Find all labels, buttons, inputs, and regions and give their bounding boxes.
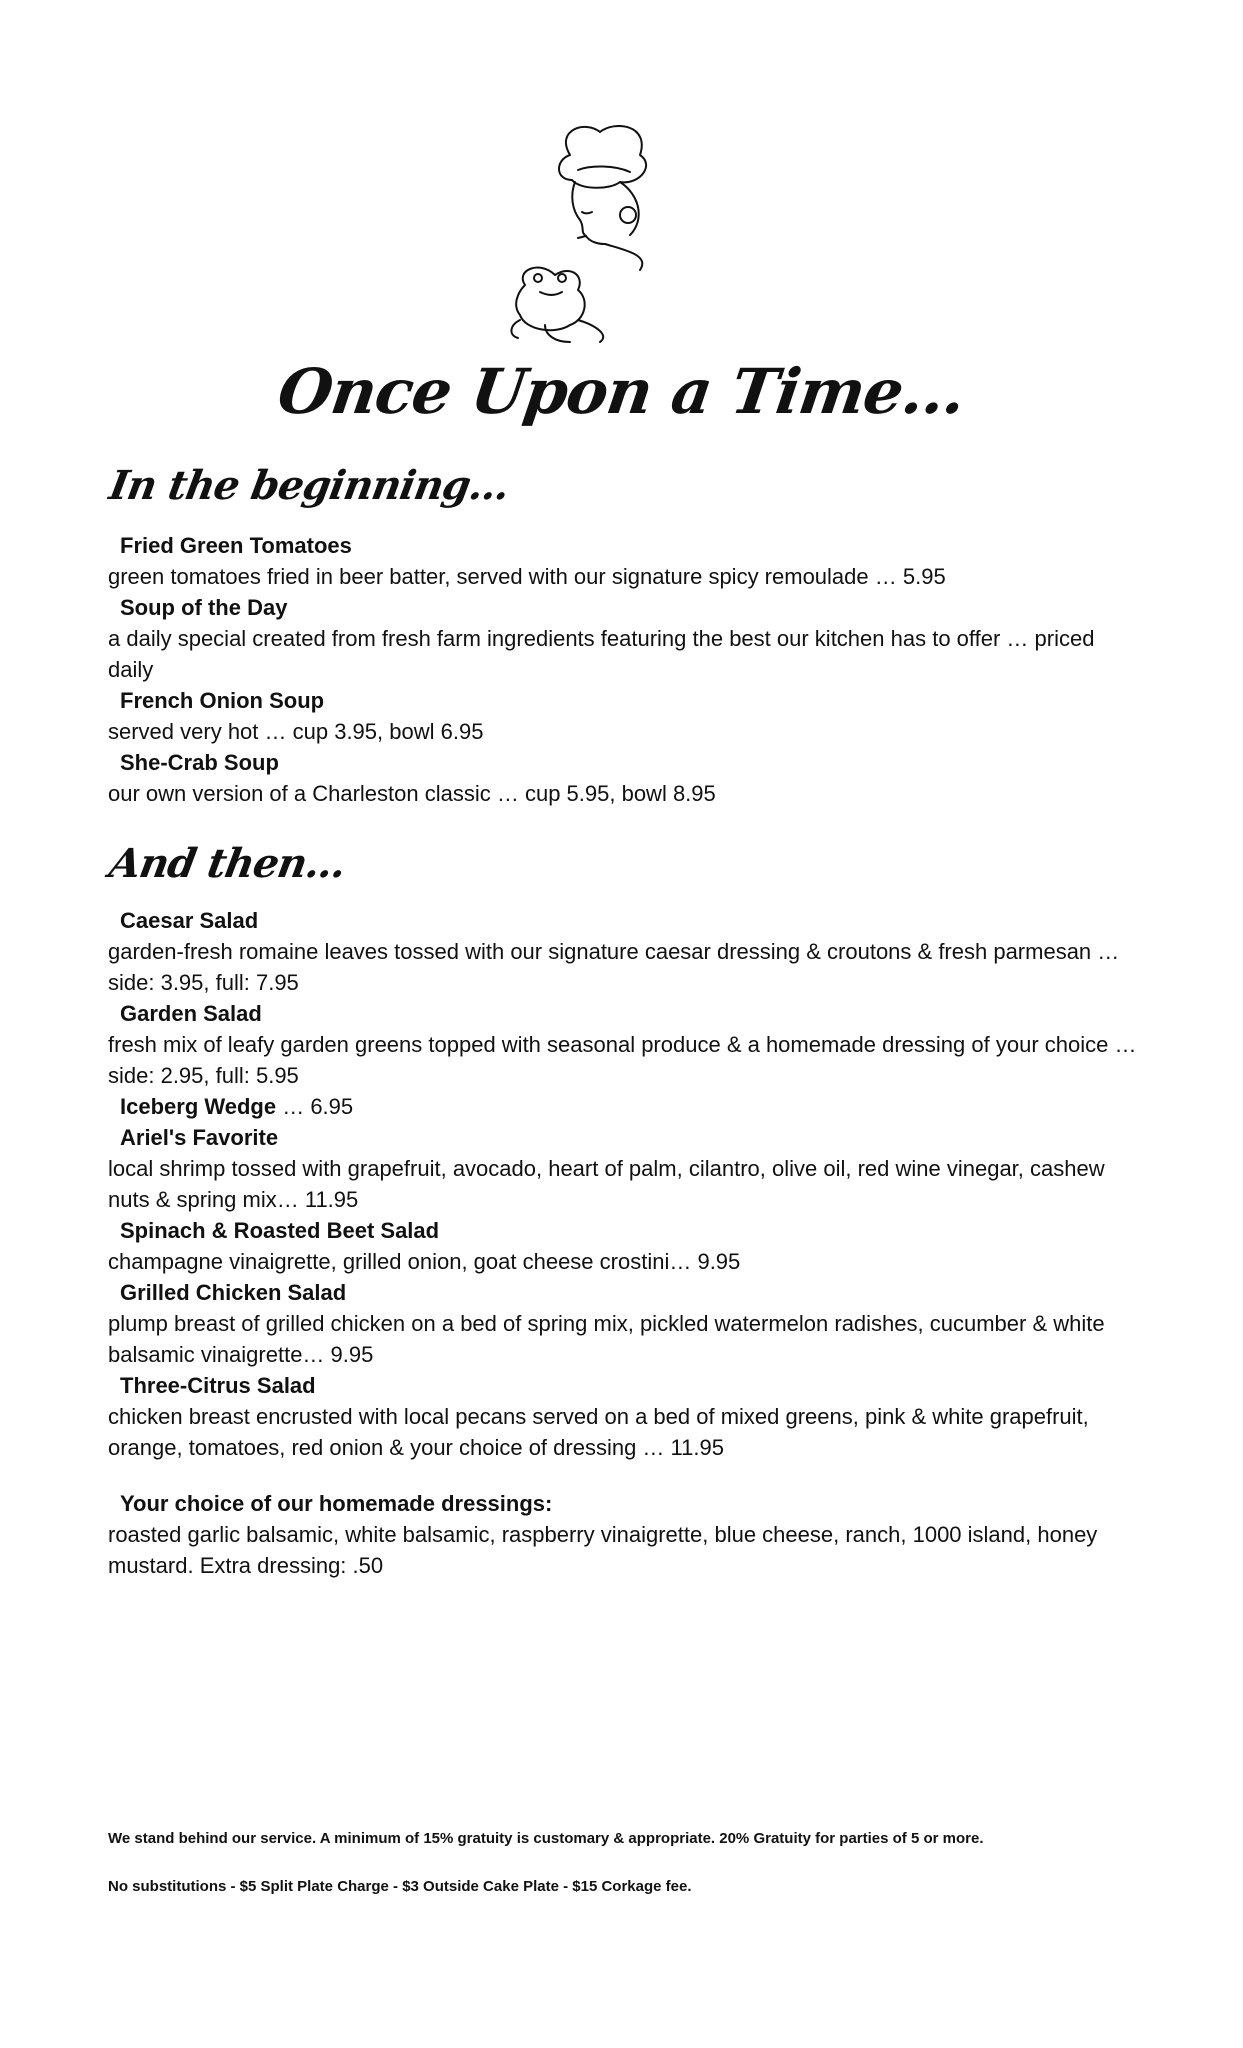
footer-policies: No substitutions - $5 Split Plate Charge - $3 Outside Cake Plate - $15 Corkage fee. xyxy=(108,1878,692,1895)
section-beginning-items xyxy=(108,530,1143,809)
item-description: green tomatoes fried in beer batter, served with our signature spicy remoulade … 5.95 xyxy=(108,564,946,589)
dressings-block xyxy=(108,1488,1143,1581)
footer-gratuity: We stand behind our service. A minimum of 15% gratuity is customary & appropriate. 20% Gratuity for parties of 5 or more. xyxy=(108,1830,984,1847)
item-name: Caesar Salad xyxy=(120,908,259,933)
item-name: Soup of the Day xyxy=(120,595,288,620)
item-name: Garden Salad xyxy=(120,1001,262,1026)
item-name: She-Crab Soup xyxy=(120,750,279,775)
item-name: Spinach & Roasted Beet Salad xyxy=(120,1218,440,1243)
dressings-title: Your choice of our homemade dressings: xyxy=(120,1491,553,1516)
item-name-inline xyxy=(108,1091,1143,1122)
item-name: Three-Citrus Salad xyxy=(120,1373,316,1398)
item-description: served very hot … cup 3.95, bowl 6.95 xyxy=(108,719,484,744)
item-description: garden-fresh romaine leaves tossed with our signature caesar dressing & croutons & fresh parmesan … side: 3.95, full: 7.95 xyxy=(108,939,1120,995)
item-description: plump breast of grilled chicken on a bed of spring mix, pickled watermelon radishes, cucumber & white balsamic vinaigrette… 9.95 xyxy=(108,1311,1105,1367)
item-price: … 6.95 xyxy=(276,1094,354,1119)
dressings-list: roasted garlic balsamic, white balsamic, raspberry vinaigrette, blue cheese, ranch, 1000 island, honey mustard. Extra dressing: .50 xyxy=(108,1522,1098,1578)
chef-and-frog-logo xyxy=(500,120,660,350)
item-description: local shrimp tossed with grapefruit, avocado, heart of palm, cilantro, olive oil, red wine vinegar, cashew nuts & spring mix… 11.95 xyxy=(108,1156,1105,1212)
restaurant-title: Once Upon a Time... xyxy=(273,355,970,428)
item-name: Fried Green Tomatoes xyxy=(120,533,352,558)
section-title-beginning: In the beginning... xyxy=(105,462,513,509)
section-and-then-items xyxy=(108,905,1143,1463)
item-description: chicken breast encrusted with local pecans served on a bed of mixed greens, pink & white grapefruit, orange, tomatoes, red onion & your choice of dressing … 11.95 xyxy=(108,1404,1089,1460)
item-name-text: Iceberg Wedge xyxy=(120,1094,277,1119)
item-description: fresh mix of leafy garden greens topped with seasonal produce & a homemade dressing of your choice … side: 2.95, full: 5.95 xyxy=(108,1032,1137,1088)
item-name: French Onion Soup xyxy=(120,688,325,713)
item-description: our own version of a Charleston classic … cup 5.95, bowl 8.95 xyxy=(108,781,716,806)
item-name: Grilled Chicken Salad xyxy=(120,1280,347,1305)
item-description: champagne vinaigrette, grilled onion, goat cheese crostini… 9.95 xyxy=(108,1249,741,1274)
item-name: Ariel's Favorite xyxy=(120,1125,279,1150)
section-title-and-then: And then... xyxy=(105,840,350,887)
item-description: a daily special created from fresh farm ingredients featuring the best our kitchen has to offer … priced daily xyxy=(108,626,1095,682)
